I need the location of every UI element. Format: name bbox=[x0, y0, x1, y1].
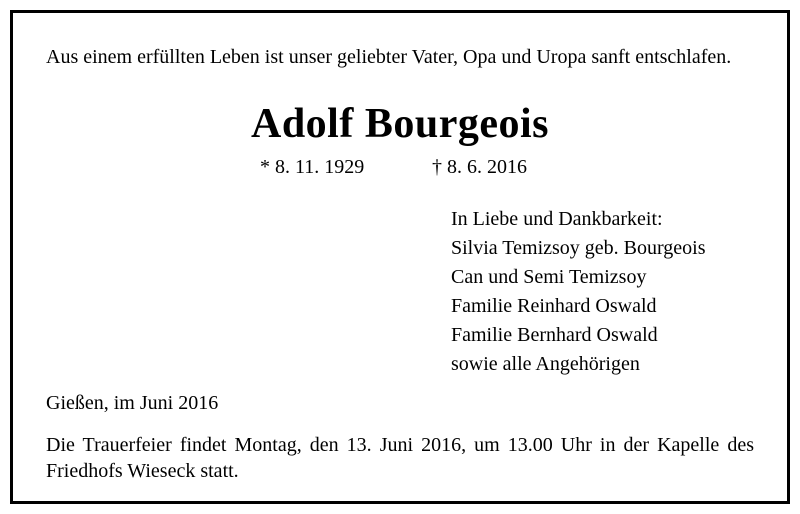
intro-text: Aus einem erfüllten Leben ist unser geliebter Vater, Opa und Uropa sanft entschlafen. bbox=[46, 46, 732, 68]
mourners-heading: In Liebe und Dankbarkeit: bbox=[451, 208, 663, 230]
funeral-service-text: Die Trauerfeier findet Montag, den 13. Juni 2016, um 13.00 Uhr in der Kapelle des Friedhofs Wieseck statt. bbox=[46, 434, 754, 482]
mourner-line: Silvia Temizsoy geb. Bourgeois bbox=[451, 237, 706, 259]
mourner-line: Familie Reinhard Oswald bbox=[451, 295, 657, 317]
deceased-name: Adolf Bourgeois bbox=[250, 101, 549, 147]
mourner-line: Familie Bernhard Oswald bbox=[451, 324, 658, 346]
mourners-list bbox=[451, 205, 706, 379]
birth-date: * 8. 11. 1929 bbox=[260, 156, 365, 178]
death-date: † 8. 6. 2016 bbox=[432, 156, 527, 178]
mourner-line: Can und Semi Temizsoy bbox=[451, 266, 647, 288]
location-date: Gießen, im Juni 2016 bbox=[46, 392, 219, 414]
mourner-line: sowie alle Angehörigen bbox=[451, 353, 640, 375]
